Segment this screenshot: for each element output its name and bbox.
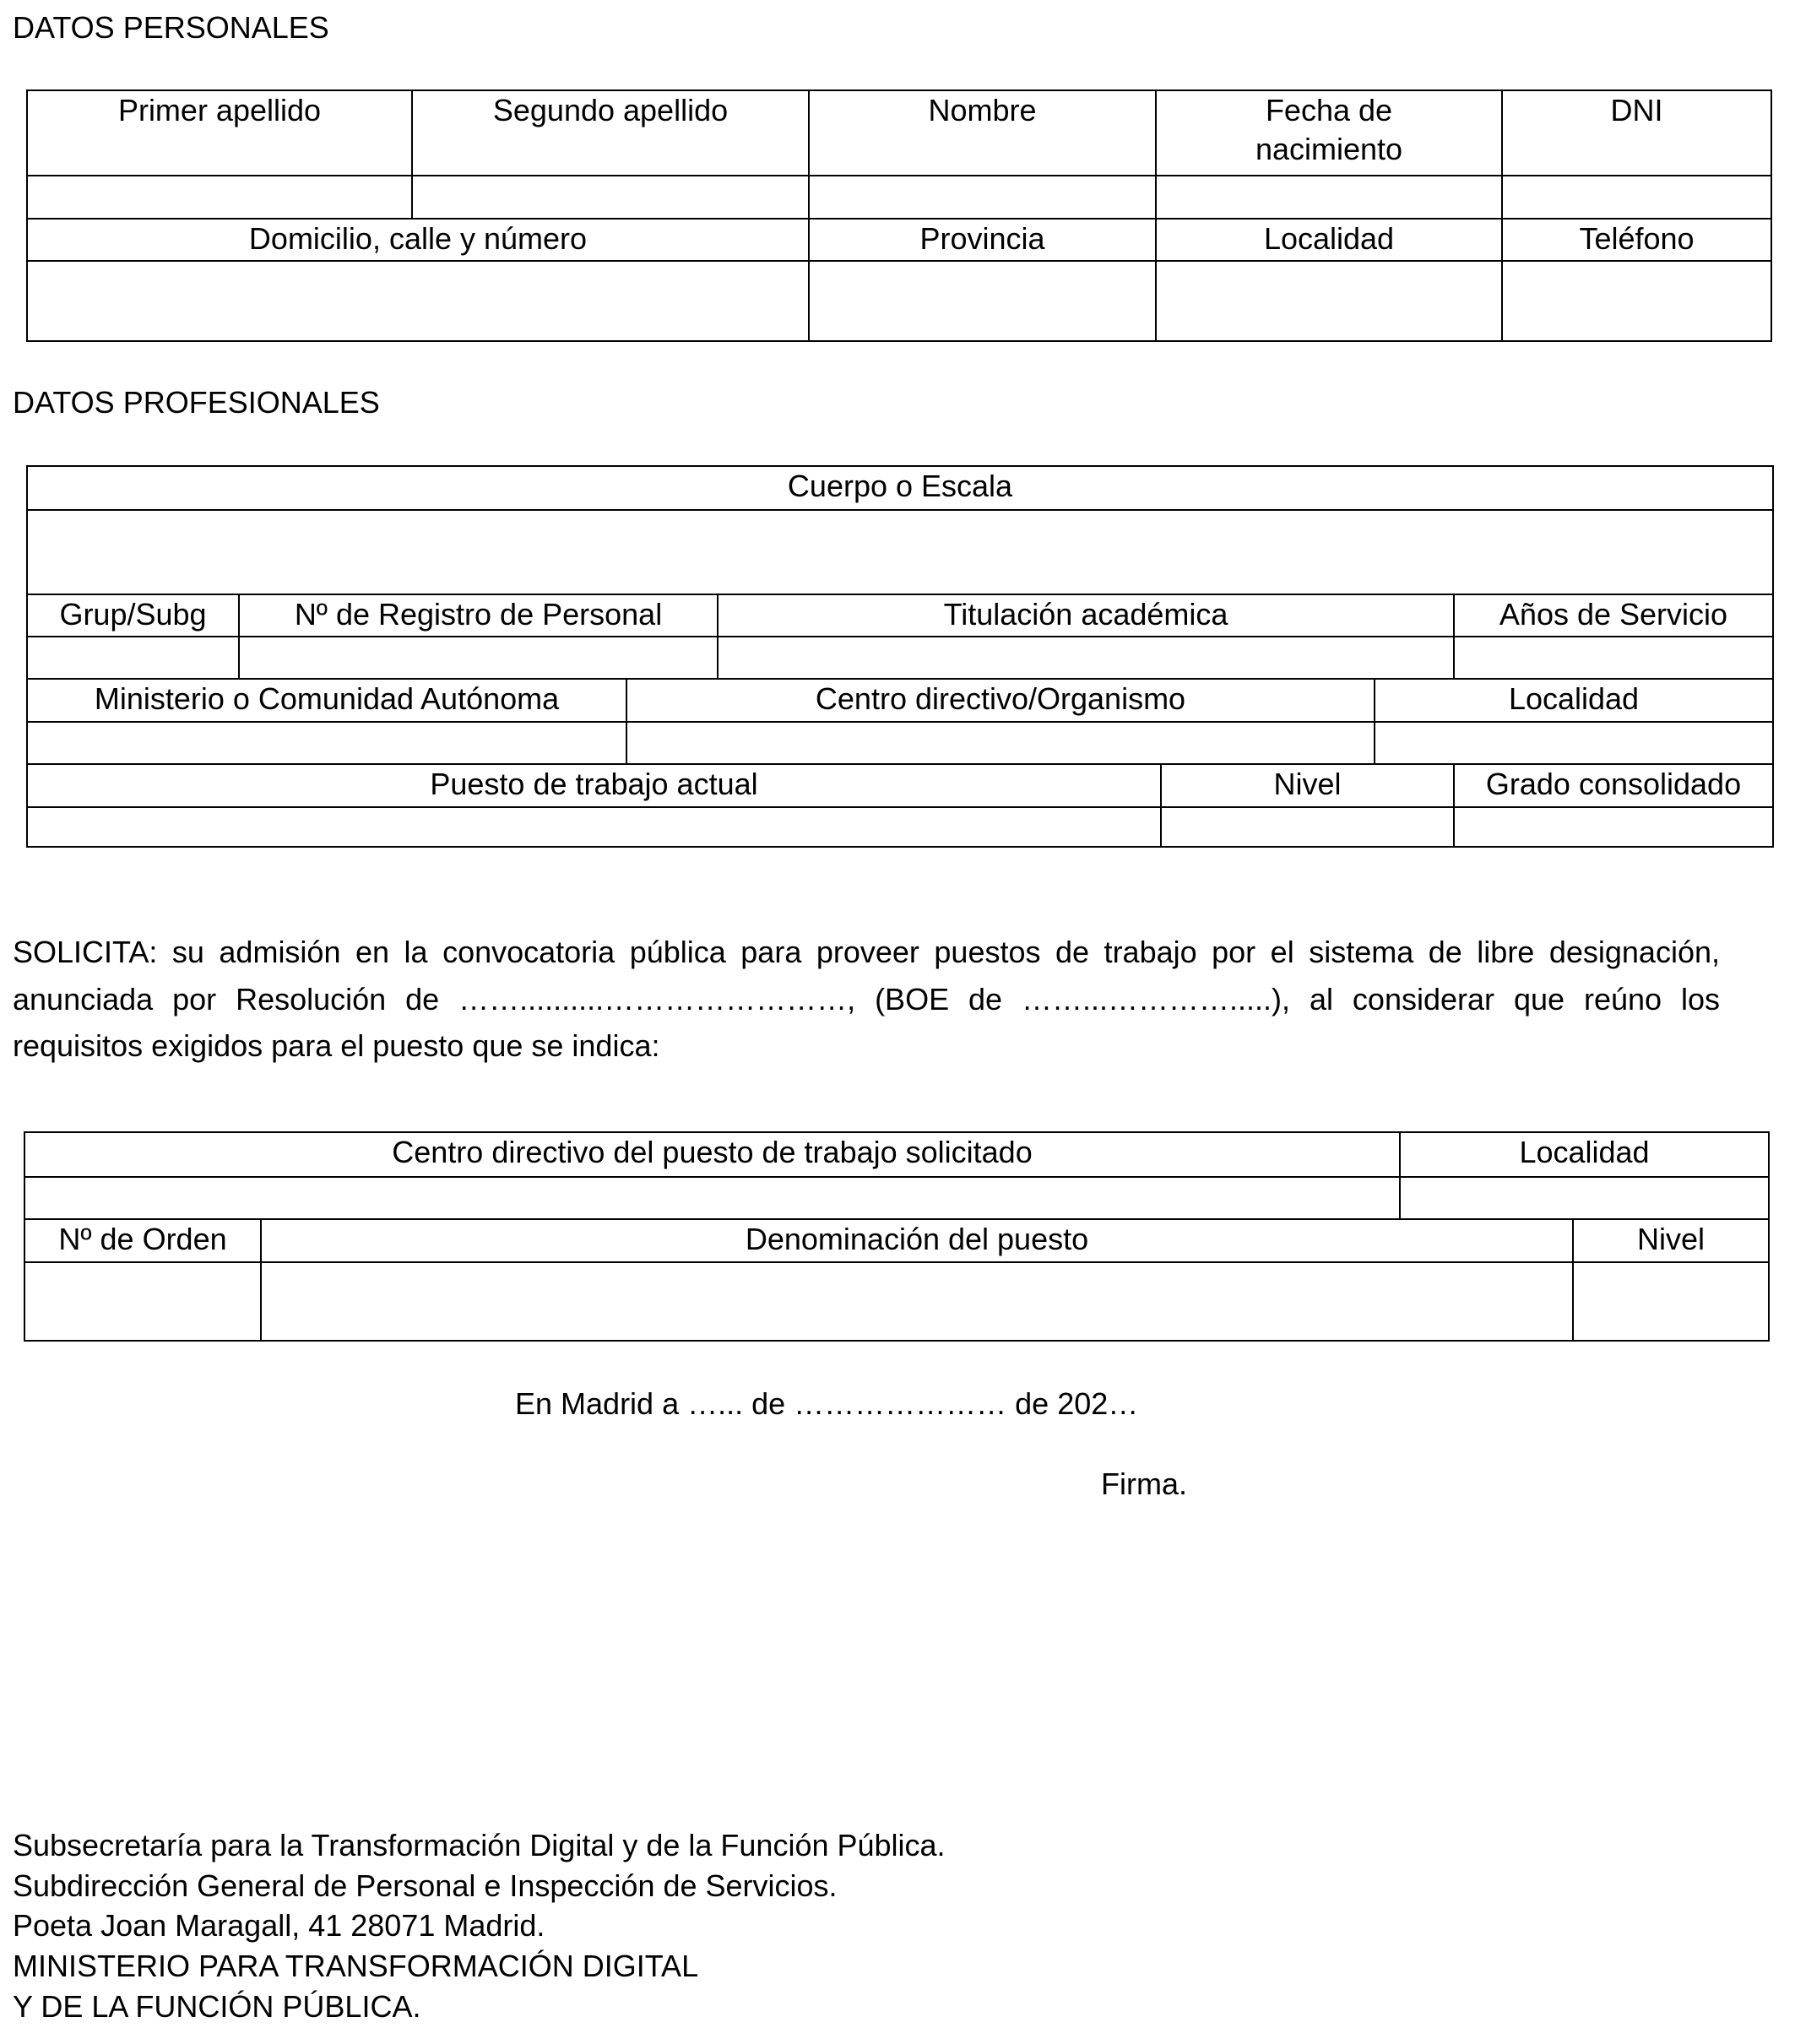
header-centro-solicitado: Centro directivo del puesto de trabajo solicitado bbox=[392, 1135, 1033, 1169]
input-numero-orden[interactable] bbox=[25, 1263, 260, 1340]
input-ministerio[interactable] bbox=[28, 723, 626, 763]
section-title-professional: DATOS PROFESIONALES bbox=[13, 385, 380, 420]
header-dni: DNI bbox=[1501, 91, 1771, 175]
header-primer-apellido: Primer apellido bbox=[117, 93, 322, 127]
header-grupo: Grup/Subg bbox=[59, 597, 207, 632]
input-localidad-solicitado[interactable] bbox=[1399, 1178, 1768, 1218]
footer-line: Poeta Joan Maragall, 41 28071 Madrid. bbox=[13, 1908, 545, 1944]
header-titulacion: Titulación académica bbox=[717, 595, 1453, 636]
input-centro-directivo[interactable] bbox=[626, 723, 1374, 763]
input-domicilio[interactable] bbox=[28, 262, 808, 340]
input-dni[interactable] bbox=[1501, 176, 1771, 218]
input-registro-personal[interactable] bbox=[238, 637, 717, 678]
header-cuerpo-escala: Cuerpo o Escala bbox=[787, 469, 1013, 503]
input-grado-consolidado[interactable] bbox=[1453, 808, 1772, 846]
input-cuerpo-escala[interactable] bbox=[28, 511, 1772, 594]
header-localidad-prof: Localidad bbox=[1374, 680, 1772, 721]
input-centro-solicitado[interactable] bbox=[25, 1178, 1399, 1218]
footer-line: MINISTERIO PARA TRANSFORMACIÓN DIGITAL bbox=[13, 1949, 699, 1984]
header-nivel-solicitado: Nivel bbox=[1572, 1220, 1768, 1261]
header-nivel: Nivel bbox=[1160, 765, 1453, 806]
solicita-paragraph: SOLICITA: su admisión en la convocatoria pública para proveer puestos de trabajo por el sistema de libre designación, anunciada por Resolución de ……..........……………………, (BOE de ……...………….....), al considerar que reúno los requisitos exigidos para el puesto que se indica: bbox=[13, 935, 1720, 1063]
footer-line: Subdirección General de Personal e Inspección de Servicios. bbox=[13, 1868, 838, 1903]
header-denominacion-puesto: Denominación del puesto bbox=[260, 1220, 1572, 1261]
header-nombre: Nombre bbox=[808, 91, 1155, 175]
header-segundo-apellido: Segundo apellido bbox=[411, 91, 808, 175]
input-nombre[interactable] bbox=[808, 176, 1155, 218]
input-denominacion-puesto[interactable] bbox=[260, 1263, 1572, 1340]
input-fecha-nacimiento[interactable] bbox=[1155, 176, 1501, 218]
input-grupo[interactable] bbox=[28, 637, 238, 678]
footer-address bbox=[13, 1825, 946, 2027]
section-title-personal: DATOS PERSONALES bbox=[13, 10, 329, 45]
header-puesto-actual: Puesto de trabajo actual bbox=[430, 767, 758, 801]
header-grado-consolidado: Grado consolidado bbox=[1453, 765, 1772, 806]
header-centro-directivo: Centro directivo/Organismo bbox=[626, 680, 1374, 721]
input-provincia[interactable] bbox=[808, 262, 1155, 340]
footer-line: Subsecretaría para la Transformación Digital y de la Función Pública. bbox=[13, 1828, 946, 1862]
signature-label: Firma. bbox=[1101, 1467, 1187, 1501]
input-nivel-solicitado[interactable] bbox=[1572, 1263, 1768, 1340]
header-anos-servicio: Años de Servicio bbox=[1453, 595, 1772, 636]
header-registro-personal: Nº de Registro de Personal bbox=[238, 595, 717, 636]
date-line: En Madrid a …... de ………………… de 202… bbox=[515, 1386, 1139, 1421]
header-telefono: Teléfono bbox=[1501, 220, 1771, 260]
header-domicilio: Domicilio, calle y número bbox=[248, 221, 588, 256]
input-nivel[interactable] bbox=[1160, 808, 1453, 846]
input-titulacion[interactable] bbox=[717, 637, 1453, 678]
header-fecha-nacimiento: Fecha de nacimiento bbox=[1155, 91, 1501, 175]
requested-position-table bbox=[24, 1131, 1770, 1342]
input-segundo-apellido[interactable] bbox=[411, 176, 808, 218]
header-localidad-solicitado: Localidad bbox=[1399, 1133, 1768, 1176]
input-puesto-actual[interactable] bbox=[28, 808, 1160, 846]
header-provincia: Provincia bbox=[808, 220, 1155, 260]
header-ministerio: Ministerio o Comunidad Autónoma bbox=[94, 681, 560, 716]
input-telefono[interactable] bbox=[1501, 262, 1771, 340]
input-primer-apellido[interactable] bbox=[28, 176, 411, 218]
footer-line: Y DE LA FUNCIÓN PÚBLICA. bbox=[13, 1988, 421, 2024]
input-localidad-prof[interactable] bbox=[1374, 723, 1772, 763]
input-localidad[interactable] bbox=[1155, 262, 1501, 340]
personal-data-table bbox=[26, 89, 1772, 342]
header-numero-orden: Nº de Orden bbox=[58, 1222, 227, 1256]
professional-data-table bbox=[26, 465, 1774, 848]
input-anos-servicio[interactable] bbox=[1453, 637, 1772, 678]
header-localidad: Localidad bbox=[1155, 220, 1501, 260]
